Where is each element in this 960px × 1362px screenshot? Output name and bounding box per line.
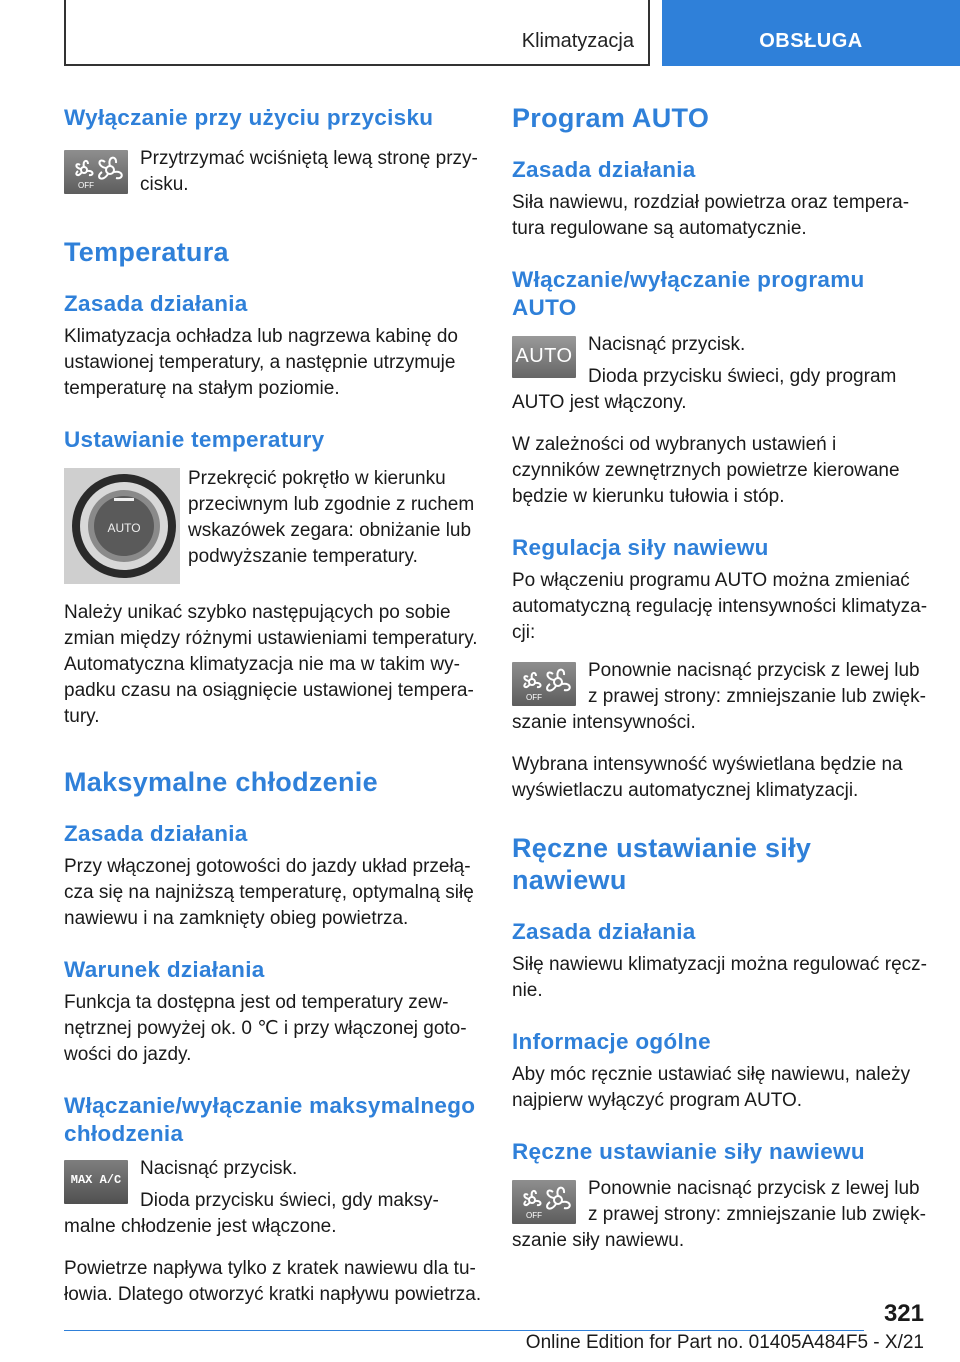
auto-press-text: Nacisnąć przycisk. xyxy=(588,334,746,355)
heading-auto-onoff: Włączanie/wyłączanie programu AUTO xyxy=(512,267,865,320)
svg-text:OFF: OFF xyxy=(526,693,542,702)
heading-manual-set: Ręczne ustawianie siły nawiewu xyxy=(512,1139,865,1164)
heading-condition: Warunek działania xyxy=(64,957,265,982)
general-info-text: Aby móc ręcznie ustawiać siłę nawiewu, należy najpierw wyłączyć program AUTO. xyxy=(512,1064,911,1111)
manual-press-text: Ponownie nacisnąć przycisk z lewej lub z prawej strony: zmniejszanie lub zwiększanie siły nawiewu. xyxy=(512,1178,926,1251)
manual-principle-text: Siłę nawiewu klimatyzacji można regulować ręcznie. xyxy=(512,954,927,1001)
heading-manual-principle: Zasada działania xyxy=(512,919,696,944)
header-chapter-title: OBSŁUGA xyxy=(759,30,863,52)
fan-off-button-icon xyxy=(64,150,128,194)
heading-set-temperature: Ustawianie temperatury xyxy=(64,427,325,452)
heading-max-cooling: Maksymalne chłodzenie xyxy=(64,767,378,797)
max-press-text: Nacisnąć przycisk. xyxy=(140,1158,298,1179)
auto-button-row xyxy=(512,332,928,416)
condition-text: Funkcja ta dostępna jest od temperatury zewnętrznej powyżej ok. 0 ℃ i przy włączonej gotowości do jazdy. xyxy=(64,992,467,1065)
header-chapter-tab xyxy=(662,0,960,66)
temperature-knob-row xyxy=(64,466,482,590)
heading-auto-principle: Zasada działania xyxy=(512,157,696,182)
max-button-row xyxy=(64,1156,482,1240)
svg-text:OFF: OFF xyxy=(78,181,94,190)
temperature-note-text: Należy unikać szybko następujących po sobie zmian między różnymi ustawieniami temperatury. Automatyczna klimatyzacja nie ma w takim wypadku czasu na osiągnięcie ustawionej temperatury. xyxy=(64,602,478,727)
fan-button-icon-2 xyxy=(512,1180,576,1224)
auto-principle-text: Siła nawiewu, rozdział powietrza oraz temperatura regulowane są automatycznie. xyxy=(512,192,910,239)
auto-button-label: AUTO xyxy=(515,345,573,367)
airflow-press-text: Ponownie nacisnąć przycisk z lewej lub z prawej strony: zmniejszanie lub zwiększanie intensywności. xyxy=(512,660,926,733)
off-button-text: Przytrzymać wciśniętą lewą stronę przycisku. xyxy=(140,148,478,195)
airflow-button-row xyxy=(512,658,928,736)
set-temperature-text: Przekręcić pokrętło w kierunku przeciwnym lub zgodnie z ruchem wskazówek zegara: obniżanie lub podwyższanie temperatury. xyxy=(188,468,475,567)
off-button-row xyxy=(64,146,482,198)
airflow-control-text: Po włączeniu programu AUTO można zmieniać automatyczną regulację intensywności klimatyzacji: xyxy=(512,570,928,643)
footer-divider xyxy=(64,1330,864,1331)
max-ac-button-icon xyxy=(64,1160,128,1204)
heading-manual-airflow: Ręczne ustawianie siły nawiewu xyxy=(512,833,812,895)
header-section-title: Klimatyzacja xyxy=(521,30,634,52)
max-led-text: Dioda przycisku świeci, gdy maksymalne chłodzenie jest włączone. xyxy=(64,1190,439,1237)
left-column xyxy=(64,102,482,1308)
manual-button-row xyxy=(512,1176,928,1254)
temperature-knob-image xyxy=(64,468,180,584)
max-principle-text: Przy włączonej gotowości do jazdy układ przełącza się na najniższą temperaturę, optymalną siłę nawiewu i na zamknięty obieg powietrza. xyxy=(64,856,474,929)
auto-airflow-text: W zależności od wybranych ustawień i czynników zewnętrznych powietrze kierowane będzie w kierunku tułowia i stóp. xyxy=(512,434,900,507)
temp-principle-text: Klimatyzacja ochładza lub nagrzewa kabinę do ustawionej temperatury, a następnie utrzymuje temperaturę na stałym poziomie. xyxy=(64,326,458,399)
page-number: 321 xyxy=(883,1300,924,1327)
svg-text:OFF: OFF xyxy=(526,1211,542,1220)
header-section-box xyxy=(64,0,650,66)
heading-general-info: Informacje ogólne xyxy=(512,1029,711,1054)
airflow-display-text: Wybrana intensywność wyświetlana będzie na wyświetlaczu automatycznej klimatyzacji. xyxy=(512,754,903,801)
heading-max-principle: Zasada działania xyxy=(64,821,248,846)
heading-max-onoff: Włączanie/wyłączanie maksymalnego chłodzenia xyxy=(64,1093,476,1146)
heading-temperature: Temperatura xyxy=(64,237,229,267)
auto-led-text: Dioda przycisku świeci, gdy program AUTO jest włączony. xyxy=(512,366,897,413)
heading-airflow-control: Regulacja siły nawiewu xyxy=(512,535,769,560)
heading-off-button: Wyłączanie przy użyciu przycisku xyxy=(64,105,434,130)
auto-button-icon xyxy=(512,336,576,378)
heading-auto-program: Program AUTO xyxy=(512,103,710,133)
max-airflow-text: Powietrze napływa tylko z kratek nawiewu dla tułowia. Dlatego otworzyć kratki napływu powietrza. xyxy=(64,1258,482,1305)
max-ac-button-label: MAX A/C xyxy=(70,1173,122,1187)
footer-edition: Online Edition for Part no. 01405A484F5 - X/21 xyxy=(525,1332,924,1353)
fan-button-icon xyxy=(512,662,576,706)
knob-auto-label: AUTO xyxy=(107,521,141,535)
heading-temp-principle: Zasada działania xyxy=(64,291,248,316)
right-column xyxy=(512,102,928,1254)
